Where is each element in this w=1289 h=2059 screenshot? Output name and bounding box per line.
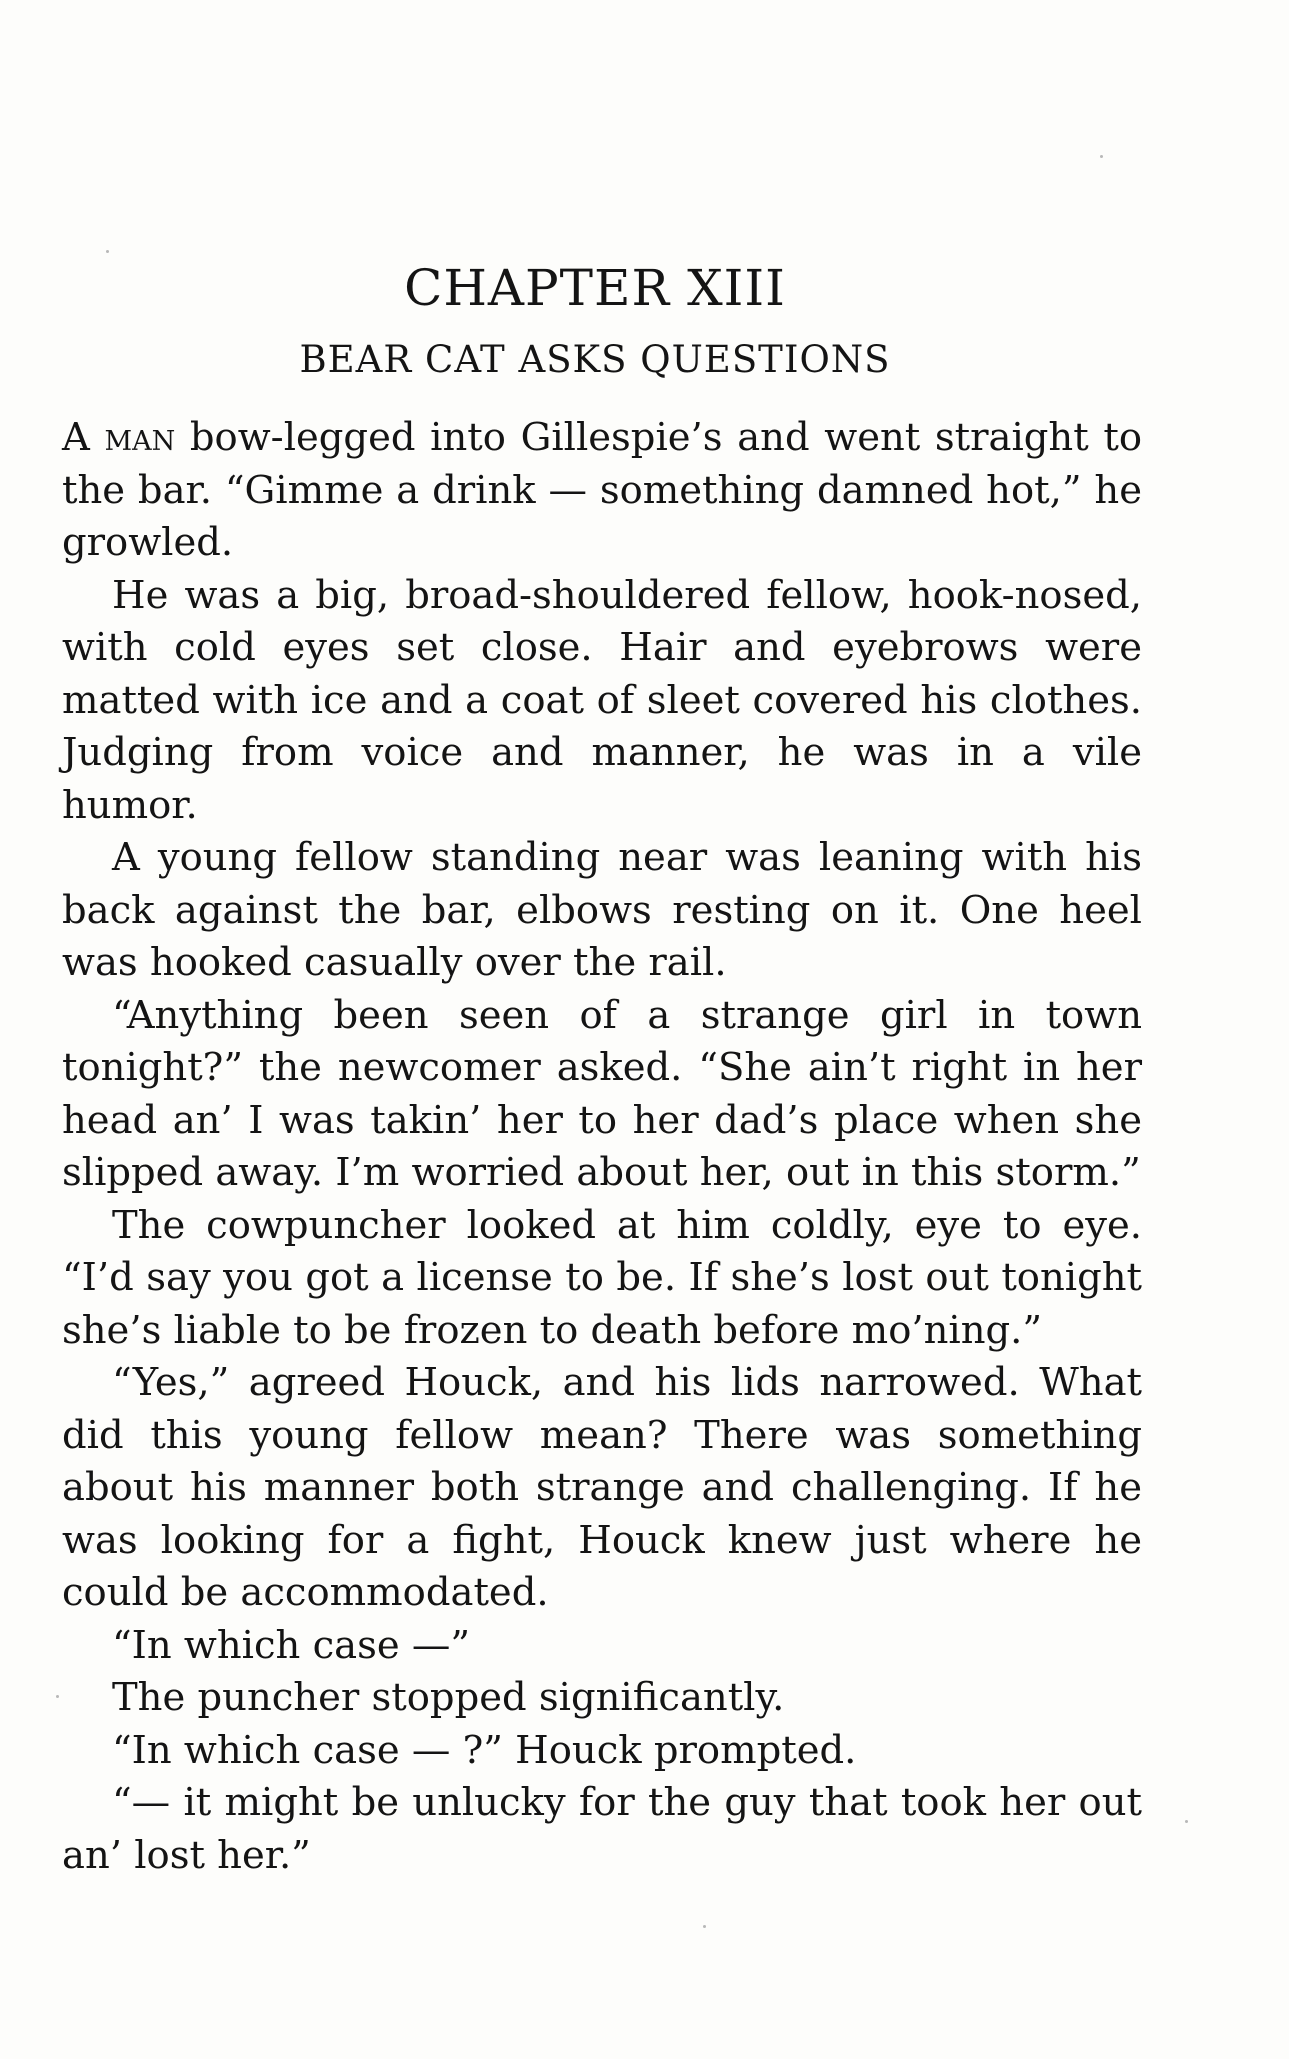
paper-speck (1185, 1820, 1188, 1823)
paper-speck (1100, 155, 1103, 158)
paragraph-10: “— it might be unlucky for the guy that took her out an’ lost her.” (62, 1780, 1142, 1878)
paper-speck (106, 250, 109, 253)
paragraph-1-text: bow-legged into Gillespie’s and went straight to the bar. “Gimme a drink — something damned hot,” he growled. (62, 415, 1143, 565)
paper-speck (56, 1695, 59, 1698)
paragraph-8: The puncher stopped significantly. (112, 1675, 785, 1720)
paragraph-9: “In which case — ?” Houck prompted. (112, 1727, 857, 1773)
paper-speck (703, 1925, 706, 1928)
paragraph-2: He was a big, broad-shouldered fellow, hook-nosed, with cold eyes set close. Hair and eyebrows were matted with ice and a coat of sleet covered his clothes. Judging from voice and manner, he was in a vile humor. (62, 572, 1142, 828)
paragraph-1 (62, 412, 1142, 570)
paragraph-1-lead: A (62, 415, 105, 460)
paragraph-7: “In which case —” (112, 1622, 471, 1668)
paragraph-6: “Yes,” agreed Houck, and his lids narrowed. What did this young fellow mean? There was something about his manner both strange and challenging. If he was looking for a fight, Houck knew just where he could be accommodated. (62, 1360, 1142, 1615)
paragraph-4: “Anything been seen of a strange girl in town tonight?” the newcomer asked. “She ain’t right in her head an’ I was takin’ her to her dad’s place when she slipped away. I’m worried about her, out in this storm.” (62, 992, 1142, 1195)
paragraph-1-smallcaps-word: man (104, 415, 176, 460)
chapter-subtitle: BEAR CAT ASKS QUESTIONS (299, 338, 891, 381)
paragraph-3: A young fellow standing near was leaning with his back against the bar, elbows resting on it. One heel was hooked casually over the rail. (62, 835, 1142, 985)
chapter-body (62, 412, 1142, 1882)
chapter-title: CHAPTER XIII (404, 259, 786, 317)
paragraph-5: The cowpuncher looked at him coldly, eye to eye. “I’d say you got a license to be. If she’s lost out tonight she’s liable to be frozen to death before mo’ning.” (62, 1202, 1142, 1353)
